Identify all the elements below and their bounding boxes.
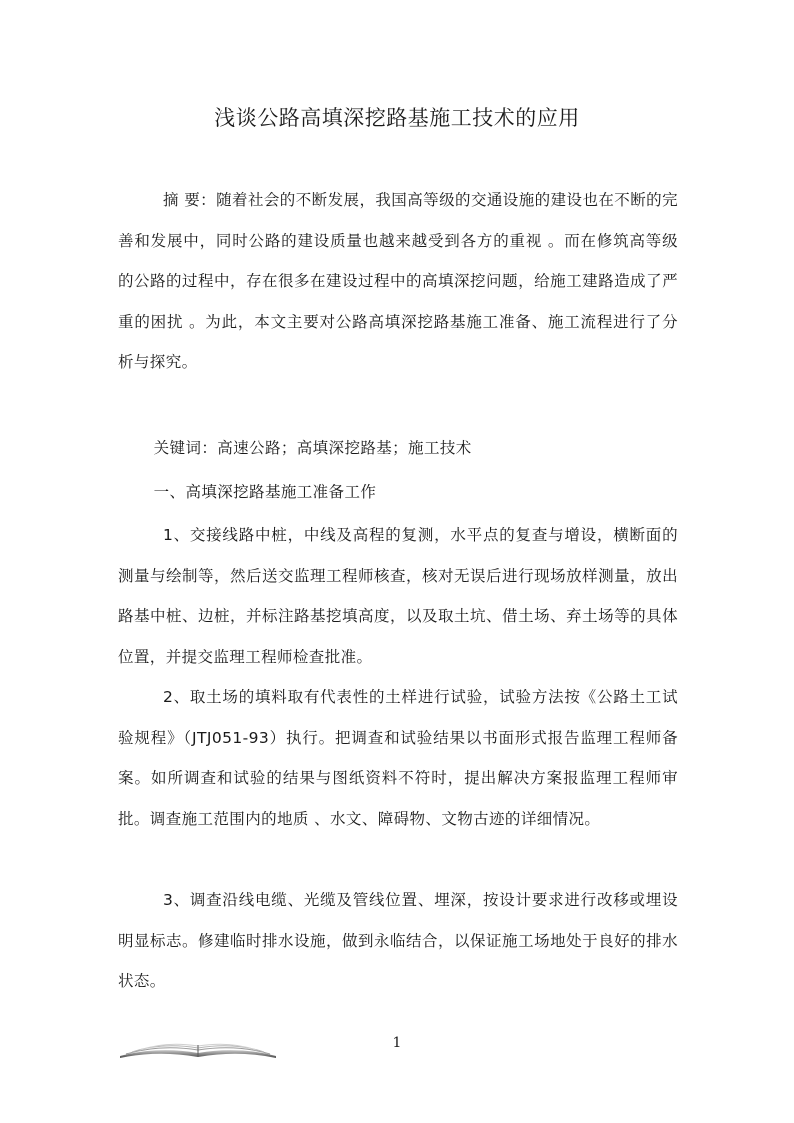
list-item: 1、交接线路中桩，中线及高程的复测，水平点的复查与增设，横断面的测量与绘制等，然后送交监理工程师核查，核对无误后进行现场放样测量，放出路基中桩、边桩，并标注路基挖填高度，以及取土坑、借土场、弃土场等的具体位置，并提交监理工程师检查批准。: [118, 526, 678, 666]
keywords-paragraph: 关键词：高速公路；高填深挖路基；施工技术: [153, 439, 472, 457]
open-book-icon: [118, 1036, 278, 1060]
list-item: 2、取土场的填料取有代表性的土样进行试验，试验方法按《公路土工试验规程》（JTJ051-93）执行。把调查和试验结果以书面形式报告监理工程师备案。如所调查和试验的结果与图纸资料不符时，提出解决方案报监理工程师审批。调查施工范围内的地质 、水文、障碍物、文物古迹的详细情况。: [118, 688, 678, 828]
page-number: 1: [392, 1035, 402, 1051]
section-heading: 一、高填深挖路基施工准备工作: [153, 483, 377, 501]
list-item: 3、调查沿线电缆、光缆及管线位置、埋深，按设计要求进行改移或埋设明显标志。修建临时排水设施，做到永临结合，以保证施工场地处于良好的排水状态。: [118, 891, 678, 990]
document-title: 浅谈公路高填深挖路基施工技术的应用: [214, 106, 580, 130]
abstract-paragraph: 摘 要：随着社会的不断发展，我国高等级的交通设施的建设也在不断的完善和发展中，同时公路的建设质量也越来越受到各方的重视 。而在修筑高等级的公路的过程中，存在很多在建设过程中的高填深挖问题，给施工建路造成了严重的困扰 。为此，本文主要对公路高填深挖路基施工准备、施工流程进行了分析与探究。: [118, 191, 678, 371]
